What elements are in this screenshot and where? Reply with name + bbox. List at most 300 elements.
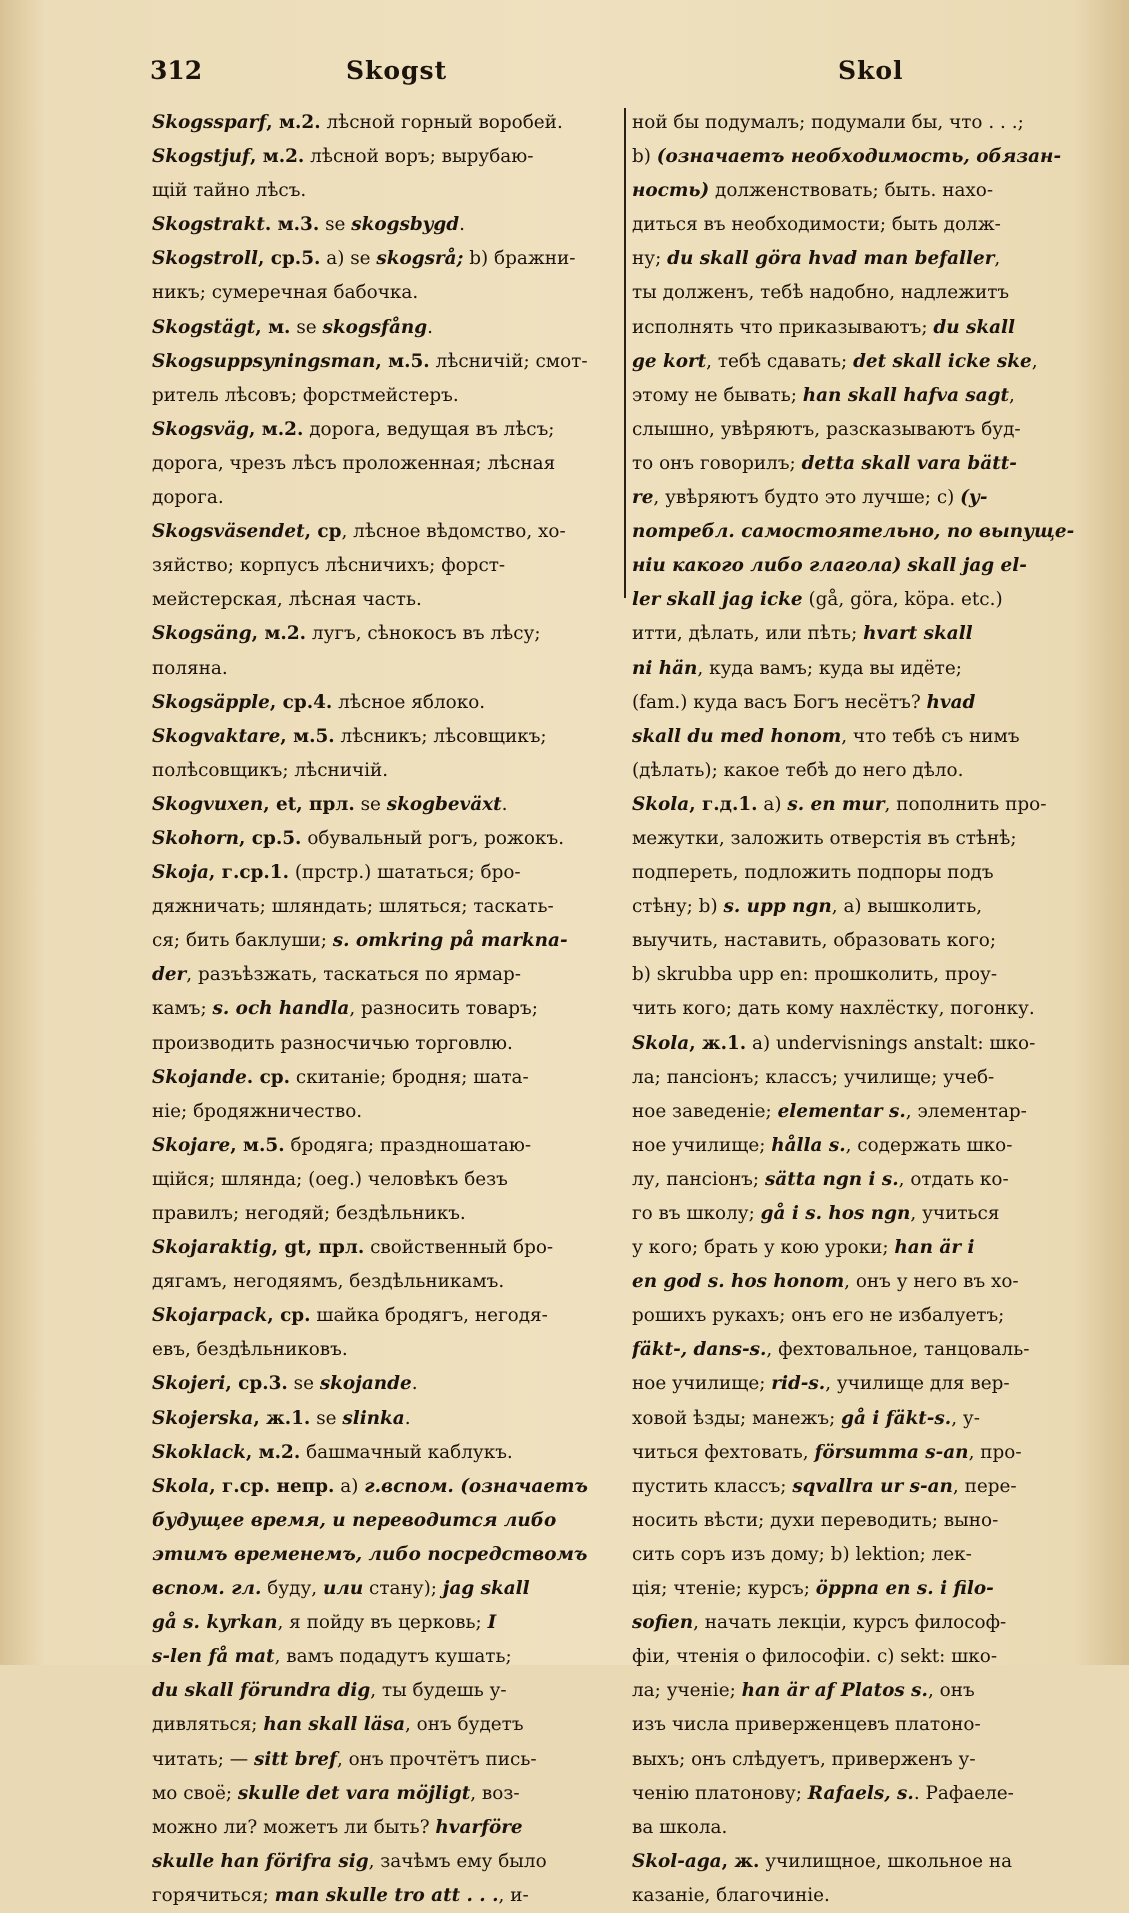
text-run: , м.5. [375,350,430,372]
text-line [632,856,1082,890]
headword: Skogsäng [152,623,252,645]
text-line [152,1027,618,1061]
text-run: носить вѣсти; духи переводить; выно- [632,1509,999,1531]
text-run: ну; [632,248,668,270]
text-run: ховой ѣзды; манежъ; [632,1407,842,1429]
text-run: re [632,487,654,509]
text-run: . Рафаеле- [913,1782,1014,1804]
text-run: , м. [255,316,291,338]
text-run: подпереть, подложить подпоры подъ [632,862,994,884]
text-run: ni hän [632,657,698,679]
text-run: казаніе, благочиніе. [632,1884,830,1906]
text-run: se [310,1407,343,1429]
text-run: s. en mur [787,793,885,815]
text-run: se [354,793,387,815]
text-run: правилъ; негодяй; бездѣльникъ. [152,1203,466,1224]
text-run: skall jag el- [907,555,1027,577]
text-run: a) se [320,248,377,270]
text-line [152,1640,618,1674]
text-line [152,924,618,958]
text-run: , м.2. [249,146,305,168]
text-run: ченію платонову; [632,1782,808,1804]
column-divider [624,108,626,598]
text-run: стану); [363,1578,443,1600]
headword: Skogvaktare [152,725,281,747]
text-run: , зачѣмъ ему было [368,1850,547,1872]
text-run: skogbeväxt [386,793,502,815]
text-run: skogsfång [322,316,428,338]
text-run: , что тебѣ съ нимъ [841,725,1020,747]
headword: Skogstjuf [152,146,250,168]
text-line [632,924,1082,958]
text-line [152,1470,618,1504]
text-run: , и- [498,1884,529,1906]
text-line [152,890,618,924]
text-run: (у- [960,487,988,509]
text-run: лѣсникъ; лѣсовщикъ; [334,725,547,747]
text-run: ся; бить баклуши; [152,930,333,952]
text-run: ла; пансіонъ; классъ; училище; учеб- [632,1066,995,1088]
headword: Skogvuxen [152,793,264,815]
text-line [152,1777,618,1811]
text-run: , м.2. [245,1441,301,1463]
text-line [632,1674,1082,1708]
text-line [632,890,1082,924]
text-run: , отдать ко- [898,1168,1009,1190]
text-run: потребл. самостоятельно, по выпуще- [632,521,1075,543]
text-run: ное училище; [632,1134,772,1156]
text-run: лѣсной воръ; вырубаю- [304,146,534,168]
text-run: a) [757,793,788,815]
text-line [152,1129,618,1163]
text-line [632,413,1082,447]
text-run: лугъ, сѣнокосъ въ лѣсу; [306,623,541,645]
text-run: диться въ необходимости; быть долж- [632,214,1001,236]
text-run: , про- [968,1441,1022,1463]
headword: Skojande [152,1066,247,1088]
text-line [632,1436,1082,1470]
text-run: стѣну; b) [632,896,724,918]
text-line [152,720,618,754]
text-line [152,174,618,208]
text-line [152,1231,618,1265]
text-run: лу, пансіонъ; [632,1168,765,1190]
text-line [152,1299,618,1333]
text-line [152,1538,618,1572]
text-run: skall du med honom [632,725,842,747]
text-run: слышно, увѣряютъ, разсказываютъ буд- [632,418,1021,440]
text-run: , онъ у него въ хо- [844,1271,1019,1293]
text-run: s. och handla [212,998,350,1020]
text-run: , фехтовальное, танцоваль- [766,1339,1030,1361]
text-run: , [994,248,1001,270]
text-run: пустить классъ; [632,1475,793,1497]
text-line [632,345,1082,379]
text-line [152,992,618,1026]
text-line [152,413,618,447]
text-line [632,1197,1082,1231]
text-run: ное училище; [632,1373,772,1395]
text-run: skogsbygd [351,214,460,236]
text-run: , онъ [927,1680,975,1702]
text-line [632,208,1082,242]
text-run: , учиться [910,1203,1000,1224]
text-run: han skall hafva sagt [802,384,1010,406]
text-run: , пополнить про- [884,793,1047,815]
text-run: (fam.) куда васъ Богъ несётъ? [632,691,927,713]
text-line [152,1265,618,1299]
text-run: b) бражни- [463,248,576,270]
headword: Skogstrakt [152,214,265,236]
headword: Skojerska [152,1407,254,1429]
text-run: , онъ будетъ [404,1714,524,1736]
text-line [152,1504,618,1538]
text-run: b) [632,146,657,168]
text-line [152,1163,618,1197]
text-run: , ср [304,521,342,543]
text-line [632,1572,1082,1606]
text-run: щійся; шлянда; (oeg.) человѣкъ безъ [152,1168,508,1190]
text-run: gå i s. hos ngn [760,1203,911,1224]
text-run: han är i [894,1237,975,1259]
text-run: , м.2. [248,418,304,440]
text-run: han skall läsa [263,1714,405,1736]
text-line [632,1061,1082,1095]
text-run: man skulle tro att . . . [274,1884,499,1906]
text-line [632,1333,1082,1367]
text-run: skulle han förifra sig [152,1850,369,1872]
text-run: skogsrå; [376,248,464,270]
text-run: этимъ временемъ, либо посредствомъ [152,1543,588,1565]
text-run: сить соръ изъ дому; b) lektion; лек- [632,1543,972,1565]
text-run: долженствовать; быть. нахо- [709,180,994,202]
text-line [632,447,1082,481]
text-run: , г.ср. непр. [209,1475,335,1497]
text-line [632,379,1082,413]
text-line [152,1879,618,1913]
text-run: зяйство; корпусъ лѣсничихъ; форст- [152,555,506,577]
text-run: , разъѣзжать, таскаться по ярмар- [186,964,521,986]
text-line [152,276,618,310]
text-run: читать; — [152,1748,255,1770]
text-run: , г.д.1. [689,793,758,815]
text-line [632,1640,1082,1674]
text-run: дорога, ведущая въ лѣсъ; [303,418,555,440]
text-run: скитаніе; бродня; шата- [290,1066,529,1088]
text-line [152,1095,618,1129]
text-run: jag skall [442,1578,530,1600]
text-line [152,1606,618,1640]
text-line [152,856,618,890]
text-run: , м.5. [280,725,335,747]
text-run: , разносить товаръ; [349,998,538,1020]
text-line [632,1367,1082,1401]
text-run: фіи, чтенія о философіи. c) sekt: шко- [632,1646,998,1668]
text-run: det skall icke ske [853,350,1032,372]
text-run: (прстр.) шататься; бро- [289,862,521,884]
text-run: , ср.5. [257,248,321,270]
text-run: дягамъ, негодяямъ, бездѣльникамъ. [152,1271,505,1293]
text-line [632,1299,1082,1333]
text-run: буду, [261,1578,323,1600]
text-line [632,686,1082,720]
text-run: щій тайно лѣсъ. [152,180,307,202]
text-line [152,106,618,140]
text-run: , м.5. [230,1134,285,1156]
left-running-head: Skogst [346,56,448,85]
text-line [152,1572,618,1606]
text-line [152,1333,618,1367]
text-run: en god s. hos honom [632,1271,845,1293]
text-line [632,583,1082,617]
right-column [632,106,1082,1913]
text-line [152,652,618,686]
headword: Skojare [152,1134,231,1156]
text-run: шайка бродягъ, негодя- [310,1305,548,1327]
text-line [632,549,1082,583]
text-line [152,208,618,242]
headword: Skoklack [152,1441,246,1463]
right-running-head: Skol [838,56,904,85]
text-run: никъ; сумеречная бабочка. [152,282,419,304]
text-line [152,822,618,856]
text-run: öppna en s. i filo- [815,1578,994,1600]
headword: Skogsväsendet [152,521,305,543]
text-run: hvad [926,691,976,713]
text-run: , a) вышколить, [831,896,983,918]
text-line [632,1129,1082,1163]
text-line [632,174,1082,208]
text-run: у кого; брать у кою уроки; [632,1237,895,1259]
headword: Skogsuppsyningsman [152,350,376,372]
text-line [152,583,618,617]
text-run: slinka [342,1407,405,1429]
text-run: , увѣряютъ будто это лучше; c) [653,487,961,509]
text-run: изъ числа приверженцевъ платоно- [632,1714,981,1736]
text-run: училищное, школьное на [759,1850,1013,1872]
text-run: skojande [319,1373,412,1395]
headword: Skola [632,1032,690,1054]
text-run: , ж.1. [689,1032,747,1054]
text-run: , начать лекціи, курсъ философ- [693,1612,1007,1634]
text-run: , элементар- [905,1100,1027,1122]
text-run: , [1009,384,1015,406]
text-line [632,276,1082,310]
text-run: лѣсничій; смот- [429,350,588,372]
text-line [632,1743,1082,1777]
text-run: ція; чтеніе; курсъ; [632,1578,816,1600]
text-run: итти, дѣлать, или пѣть; [632,623,864,645]
text-line [632,1027,1082,1061]
text-line [152,1845,618,1879]
text-run: горячиться; [152,1884,275,1906]
text-run: , училище для вер- [825,1373,1010,1395]
headword: Skoja [152,862,209,884]
text-run: , м.2. [251,623,307,645]
text-run: , ж. [721,1850,760,1872]
text-run: se [290,316,323,338]
text-run: читься фехтовать, [632,1441,815,1463]
text-run: gå s. kyrkan [152,1612,278,1634]
text-line [152,242,618,276]
text-line [152,447,618,481]
text-run: евъ, бездѣльниковъ. [152,1339,348,1361]
text-run: лѣсной горный воробей. [320,112,563,133]
text-run: (gå, göra, köpa. etc.) [802,589,1003,611]
left-column [152,106,618,1913]
text-line [632,958,1082,992]
text-line [152,958,618,992]
text-run: ной бы подумалъ; подумали бы, что . . .; [632,112,1024,133]
text-line [632,1845,1082,1879]
headword: Skojarpack [152,1305,268,1327]
text-run: rid-s. [771,1373,826,1395]
text-line [152,1743,618,1777]
text-run: , пере- [952,1475,1017,1497]
text-run: камъ; [152,998,213,1020]
text-run: hvart skall [863,623,973,645]
text-run: ность) [632,180,710,202]
text-run: hålla s. [771,1134,846,1156]
text-run: , воз- [470,1782,520,1804]
text-line [632,1163,1082,1197]
text-line [632,1231,1082,1265]
text-run: försumma s-an [814,1441,969,1463]
text-line [152,345,618,379]
text-line [152,140,618,174]
text-run: , я пойду въ церковь; [277,1612,488,1634]
text-run: b) skrubba upp en: прошколить, проу- [632,964,998,986]
text-line [632,1470,1082,1504]
headword: Skojeri [152,1373,226,1395]
text-run: ное заведеніе; [632,1100,778,1122]
text-line [152,617,618,651]
text-run: du skall [933,316,1015,338]
text-run: . [501,793,508,815]
text-run: исполнять что приказываютъ; [632,316,934,338]
text-line [632,754,1082,788]
text-line [632,1777,1082,1811]
text-run: . м.3. [264,214,320,236]
text-run: , gt, прл. [271,1237,365,1259]
text-line [632,481,1082,515]
headword: Skola [632,793,690,815]
text-run: du skall göra hvad man befaller [667,248,995,270]
text-run: , ж.1. [253,1407,311,1429]
text-run: дорога. [152,487,224,509]
text-run: башмачный каблукъ. [300,1441,513,1463]
text-run: ніе; бродяжничество. [152,1100,363,1122]
text-run: se [287,1373,320,1395]
text-line [632,1606,1082,1640]
running-header [150,56,1070,96]
text-run: дивляться; [152,1714,264,1736]
text-run: г.вспом. (означаетъ [364,1475,588,1497]
text-line [632,1095,1082,1129]
headword: Skogstägt [152,316,256,338]
text-line [152,1811,618,1845]
text-run: будущее время, и переводится либо [152,1509,557,1531]
text-run: I [487,1612,497,1634]
text-run: a) undervisnings anstalt: шко- [746,1032,1036,1054]
text-run: дорога, чрезъ лѣсъ проложенная; лѣсная [152,452,556,474]
text-run: , ср.3. [225,1373,288,1395]
text-line [152,1061,618,1095]
text-run: sitt bref [254,1748,337,1770]
text-run: рошихъ рукахъ; онъ его не избалуетъ; [632,1305,1005,1327]
text-run: . [427,316,433,338]
text-run: , м.2. [266,112,321,133]
headword: Skojaraktig [152,1237,272,1259]
text-run: se [319,214,352,236]
text-line [632,652,1082,686]
text-line [632,992,1082,1026]
text-run: или [323,1578,364,1600]
text-line [152,515,618,549]
text-line [152,1367,618,1401]
text-run: sätta ngn i s. [764,1168,899,1190]
text-line [632,242,1082,276]
text-run: , у- [951,1407,980,1429]
text-run: a) [334,1475,365,1497]
text-line [632,1402,1082,1436]
text-line [632,1811,1082,1845]
text-run: gå i fäkt-s. [841,1407,952,1429]
text-line [632,515,1082,549]
text-line [152,481,618,515]
headword: Skogssparf [152,112,267,133]
headword: Skogsväg [152,418,249,440]
text-run: , тебѣ сдавать; [706,350,854,372]
text-run: , содержать шко- [845,1134,1013,1156]
text-run: ла; ученіе; [632,1680,742,1702]
text-run: s. omkring på marknа- [332,930,568,952]
text-run: elementar s. [777,1100,906,1122]
headword: Skol-aga [632,1850,722,1872]
text-line [152,1197,618,1231]
text-line [632,788,1082,822]
text-run: . ср. [246,1066,291,1088]
text-line [632,1265,1082,1299]
text-run: , онъ прочтётъ пись- [336,1748,537,1770]
text-run: hvarföre [435,1816,523,1838]
text-run: . [411,1373,418,1395]
text-run: detta skall vara bätt- [801,452,1017,474]
text-run: бродяга; праздношатаю- [284,1134,532,1156]
text-line [632,311,1082,345]
text-line [152,379,618,413]
text-line [632,617,1082,651]
text-run: (дѣлать); какое тебѣ до него дѣло. [632,759,964,781]
text-line [632,720,1082,754]
text-run: , ср.5. [239,827,302,849]
page-number: 312 [150,56,203,85]
text-run: вспом. гл. [152,1578,262,1600]
text-run: ge kort [632,350,707,372]
text-line [632,140,1082,174]
text-run: fäkt-, dans-s. [632,1339,767,1361]
text-run: ler skall jag icke [632,589,803,611]
text-run: s-len få mat [152,1646,275,1668]
text-run: der [152,964,187,986]
text-run: полѣсовщикъ; лѣсничій. [152,759,389,781]
text-run: , вамъ подадутъ кушать; [274,1646,512,1668]
text-run: , ср.4. [269,691,333,713]
text-line [152,1674,618,1708]
text-run: skulle det vara möjligt [237,1782,471,1804]
text-run: выхъ; онъ слѣдуетъ, приверженъ у- [632,1748,976,1770]
text-run: лѣсное яблоко. [332,691,486,713]
